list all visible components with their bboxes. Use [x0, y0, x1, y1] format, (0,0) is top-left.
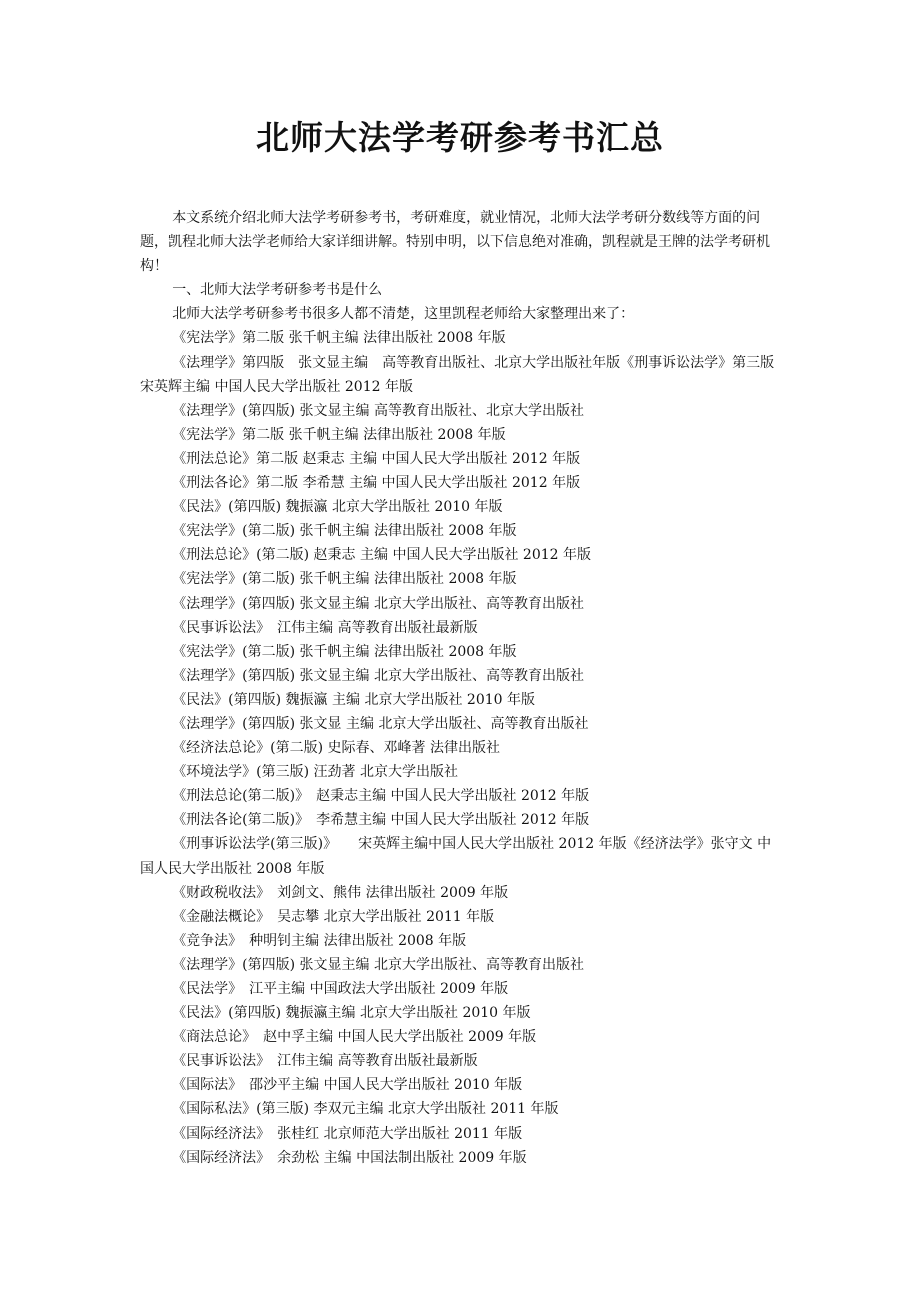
book-entry: 《法理学》(第四版) 张文显主编 高等教育出版社、北京大学出版社 [172, 402, 585, 419]
book-entry: 《民法学》 江平主编 中国政法大学出版社 2009 年版 [172, 981, 509, 997]
book-entry: 《民事诉讼法》 江伟主编 高等教育出版社最新版 [172, 1053, 478, 1070]
book-entry: 《刑法总论》(第二版) 赵秉志 主编 中国人民大学出版社 2012 年版 [172, 547, 591, 564]
book-entry: 《经济法总论》(第二版) 史际春、邓峰著 法律出版社 [172, 740, 501, 757]
book-entry: 《环境法学》(第三版) 汪劲著 北京大学出版社 [172, 764, 459, 781]
book-entry: 《国际经济法》 张桂红 北京师范大学出版社 2011 年版 [172, 1125, 523, 1142]
book-list [140, 326, 784, 1169]
book-entry: 《刑事诉讼法学(第三版)》 宋英辉主编中国人民大学出版社 2012 年版《经济法学》张守文 中国人民大学出版社 2008 年版 [140, 836, 772, 877]
book-entry: 《民法》(第四版) 魏振瀛 北京大学出版社 2010 年版 [172, 499, 503, 516]
section-intro: 北师大法学考研参考书很多人都不清楚，这里凯程老师给大家整理出来了： [172, 306, 635, 323]
book-entry: 《商法总论》 赵中孚主编 中国人民大学出版社 2009 年版 [172, 1029, 537, 1046]
book-entry: 《国际法》 邵沙平主编 中国人民大学出版社 2010 年版 [172, 1077, 523, 1094]
section-heading: 一、北师大法学考研参考书是什么 [172, 282, 383, 299]
page-title: 北师大法学考研参考书汇总 [256, 118, 664, 157]
book-entry: 《刑法总论(第二版)》 赵秉志主编 中国人民大学出版社 2012 年版 [172, 788, 590, 805]
book-entry: 《法理学》(第四版) 张文显 主编 北京大学出版社、高等教育出版社 [172, 715, 589, 732]
intro-paragraph: 本文系统介绍北师大法学考研参考书，考研难度，就业情况，北师大法学考研分数线等方面的问题，凯程北师大法学老师给大家详细讲解。特别申明，以下信息绝对准确，凯程就是王牌的法学考研机构！ [140, 210, 770, 275]
book-entry: 《法理学》(第四版) 张文显主编 北京大学出版社、高等教育出版社 [172, 956, 585, 973]
book-entry: 《刑法总论》第二版 赵秉志 主编 中国人民大学出版社 2012 年版 [172, 450, 581, 467]
book-entry: 《刑法各论》第二版 李希慧 主编 中国人民大学出版社 2012 年版 [172, 475, 581, 492]
book-entry: 《竞争法》 种明钊主编 法律出版社 2008 年版 [172, 932, 467, 949]
book-entry: 《宪法学》第二版 张千帆主编 法律出版社 2008 年版 [172, 330, 506, 347]
book-entry: 《国际经济法》 余劲松 主编 中国法制出版社 2009 年版 [172, 1149, 527, 1166]
book-entry: 《民事诉讼法》 江伟主编 高等教育出版社最新版 [172, 619, 478, 636]
book-entry: 《法理学》(第四版) 张文显主编 北京大学出版社、高等教育出版社 [172, 667, 585, 684]
document-body [140, 206, 784, 1170]
book-entry: 《宪法学》(第二版) 张千帆主编 法律出版社 2008 年版 [172, 523, 517, 540]
book-entry: 《财政税收法》 刘剑文、熊伟 法律出版社 2009 年版 [172, 884, 509, 901]
book-entry: 《刑法各论(第二版)》 李希慧主编 中国人民大学出版社 2012 年版 [172, 812, 590, 829]
book-entry: 《民法》(第四版) 魏振瀛 主编 北京大学出版社 2010 年版 [172, 691, 535, 708]
book-entry: 《民法》(第四版) 魏振瀛主编 北京大学出版社 2010 年版 [172, 1005, 531, 1022]
book-entry: 《国际私法》(第三版) 李双元主编 北京大学出版社 2011 年版 [172, 1101, 559, 1118]
book-entry: 《法理学》(第四版) 张文显主编 北京大学出版社、高等教育出版社 [172, 595, 585, 612]
book-entry: 《法理学》第四版 张文显主编 高等教育出版社、北京大学出版社年版《刑事诉讼法学》第三版 宋英辉主编 中国人民大学出版社 2012 年版 [140, 354, 775, 395]
book-entry: 《宪法学》第二版 张千帆主编 法律出版社 2008 年版 [172, 426, 506, 443]
book-entry: 《宪法学》(第二版) 张千帆主编 法律出版社 2008 年版 [172, 643, 517, 660]
book-entry: 《金融法概论》 吴志攀 北京大学出版社 2011 年版 [172, 908, 495, 925]
book-entry: 《宪法学》(第二版) 张千帆主编 法律出版社 2008 年版 [172, 571, 517, 588]
